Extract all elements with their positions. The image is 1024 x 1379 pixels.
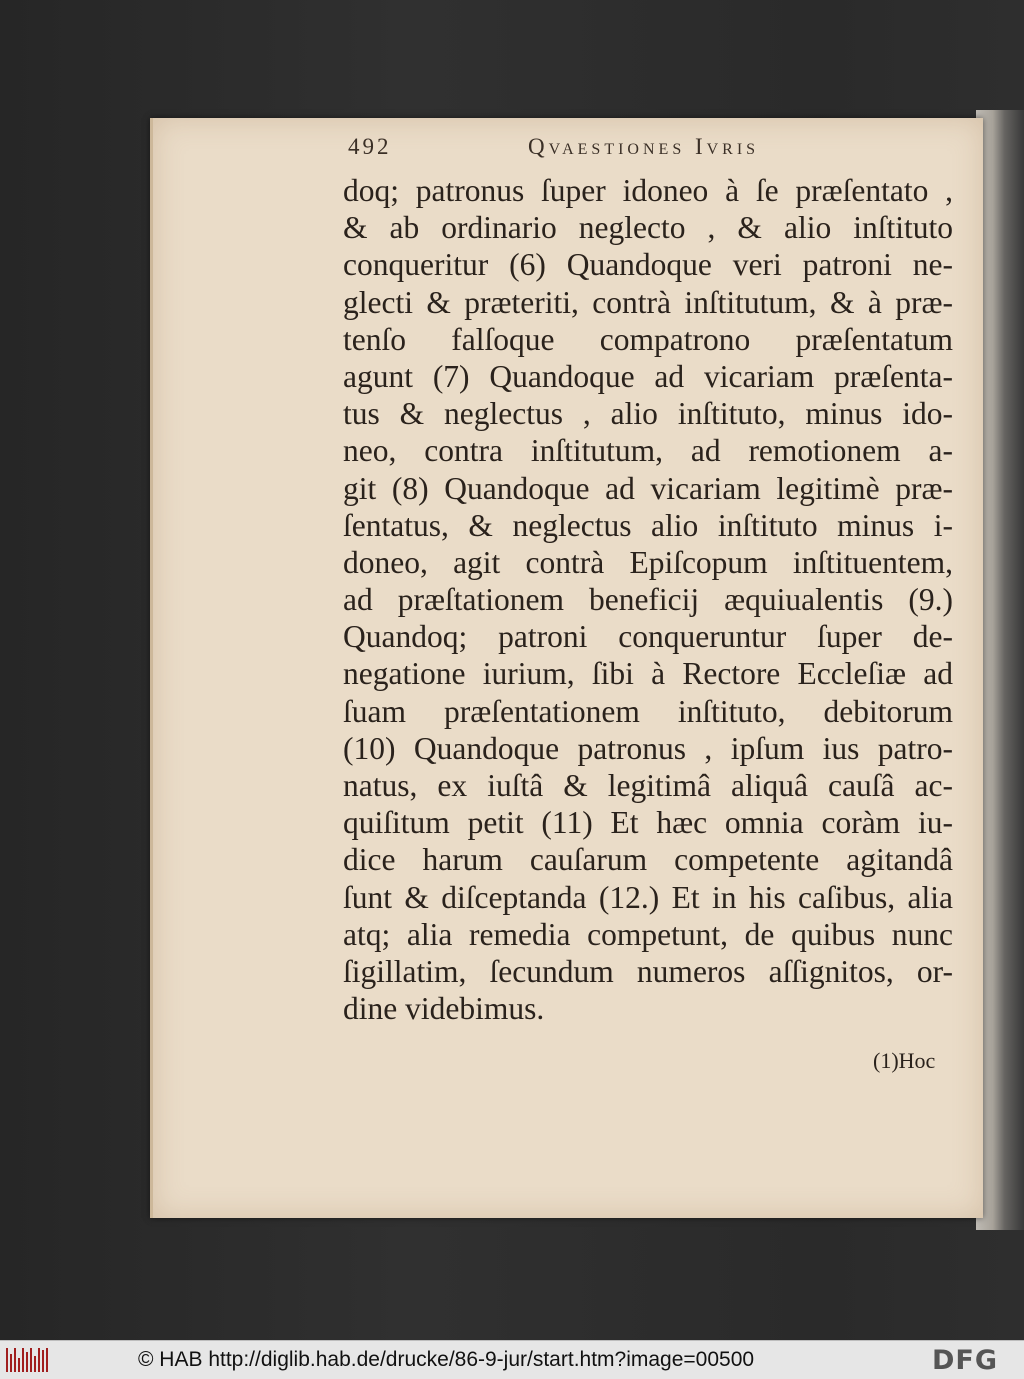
footer-credit-link[interactable]: © HAB http://diglib.hab.de/drucke/86-9-jur/start.htm?image=00500 — [138, 1348, 755, 1371]
text-line: Quandoq; patroni conqueruntur ſuper de- — [343, 619, 953, 655]
page-number: 492 — [348, 134, 392, 159]
facing-page-edge — [976, 110, 1024, 1230]
text-line: glecti & præteriti, contrà inſtitutum, & à præ- — [343, 284, 953, 320]
text-line: conqueritur (6) Quandoque veri patroni ne- — [343, 247, 953, 283]
text-line: quiſitum petit (11) Et hæc omnia coràm iu- — [343, 805, 953, 841]
text-line: ad præſtationem beneficij æquiualentis (9.) — [343, 582, 953, 618]
text-line: atq; alia remedia competunt, de quibus nunc — [343, 916, 953, 952]
text-line: ſentatus, & neglectus alio inſtituto minus i- — [343, 507, 953, 543]
text-line: ſuam præſentationem inſtituto, debitorum — [343, 693, 953, 729]
catchword: (1)Hoc — [873, 1048, 936, 1073]
text-line: (10) Quandoque patronus , ipſum ius patro- — [343, 730, 953, 766]
text-line: tenſo falſoque compatrono præſentatum — [343, 321, 953, 357]
text-line: negatione iurium, ſibi à Rectore Eccleſiæ ad — [343, 656, 953, 692]
dfg-logo: DFG — [932, 1345, 999, 1376]
book-page — [150, 118, 983, 1218]
text-line: natus, ex iuſtâ & legitimâ aliquâ cauſâ ac- — [343, 768, 953, 803]
page-body-text — [343, 172, 953, 1027]
text-line: doneo, agit contrà Epiſcopum inſtituentem, — [343, 544, 953, 580]
running-head-title: Qvaestiones Ivris — [528, 134, 760, 159]
text-line: neo, contra inſtitutum, ad remotionem a- — [343, 433, 953, 469]
text-line: ſunt & diſceptanda (12.) Et in his caſibus, alia — [343, 879, 953, 915]
text-line: tus & neglectus , alio inſtituto, minus ido- — [343, 396, 953, 432]
hab-barcode-logo — [6, 1348, 48, 1372]
text-line: ſigillatim, ſecundum numeros aſſignitos, or- — [343, 953, 953, 989]
text-line: doq; patronus ſuper idoneo à ſe præſentato , — [343, 173, 953, 208]
footer-bar — [0, 1340, 1024, 1379]
text-line: dice harum cauſarum competente agitandâ — [343, 842, 953, 878]
running-head — [348, 134, 868, 174]
text-line: git (8) Quandoque ad vicariam legitimè præ- — [343, 470, 953, 506]
text-line-last: dine videbimus. — [343, 991, 545, 1027]
text-line: agunt (7) Quandoque ad vicariam præſenta- — [343, 358, 953, 394]
text-line: & ab ordinario neglecto , & alio inſtituto — [343, 210, 953, 246]
